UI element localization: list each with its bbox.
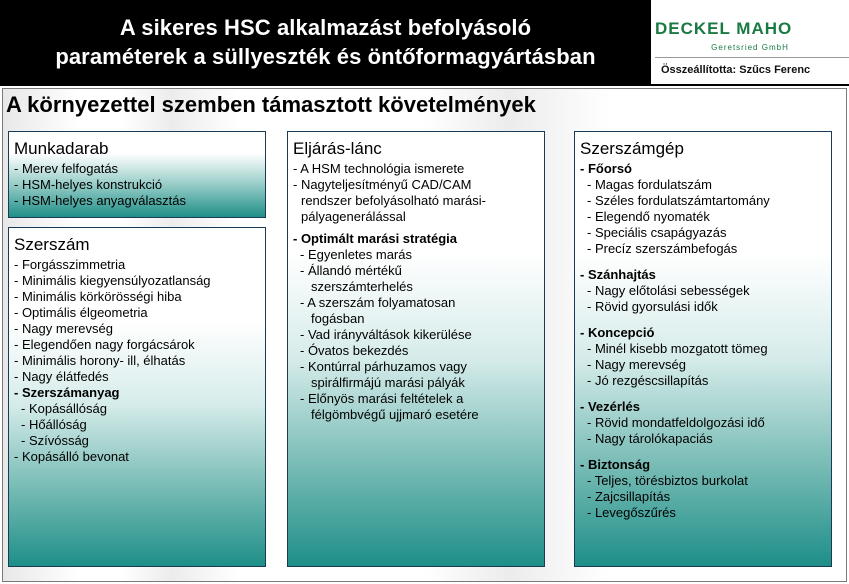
list-item: - A HSM technológia ismerete <box>293 161 465 176</box>
list-item: - Kopásállóság <box>21 401 107 416</box>
header-banner <box>0 0 651 84</box>
list-item: - Minimális horony- ill, élhatás <box>14 353 186 368</box>
list-item: - Nagy élátfedés <box>14 369 109 384</box>
list-item: - Minimális körkörösségi hiba <box>14 289 182 304</box>
list-item: - Nagy tárolókapaciás <box>587 431 713 446</box>
list-item: szerszámterhelés <box>311 279 413 294</box>
list-item: rendszer befolyásolható marási- <box>301 193 486 208</box>
list-item: - Zajcsillapítás <box>587 489 671 504</box>
list-item: - Nagy merevség <box>587 357 686 372</box>
brand-divider <box>655 57 849 58</box>
list-item: - HSM-helyes anyagválasztás <box>14 193 186 208</box>
company-logo: DECKEL MAHO <box>655 19 793 38</box>
list-item: - A szerszám folyamatosan <box>300 295 456 310</box>
list-item: - Széles fordulatszámtartomány <box>587 193 770 208</box>
list-item: - Rövid mondatfeldolgozási idő <box>587 415 765 430</box>
card-szerszam <box>8 227 266 567</box>
list-item: - Optimális élgeometria <box>14 305 148 320</box>
list-item: félgömbvégű ujjmaró esetére <box>311 407 479 422</box>
list-item: - Speciális csapágyazás <box>587 225 727 240</box>
list-subheading: - Optimált marási stratégia <box>293 231 457 246</box>
list-item: - Levegőszűrés <box>587 505 676 520</box>
page-title: A környezettel szemben támasztott követelmények <box>6 92 536 117</box>
list-item: - Óvatos bekezdés <box>300 343 409 358</box>
list-subheading: - Biztonság <box>580 457 651 472</box>
card-title: Eljárás-lánc <box>293 139 382 158</box>
list-item: - Előnyös marási feltételek a <box>300 391 464 406</box>
card-eljaras <box>287 131 545 567</box>
list-item: - Jó rezgéscsillapítás <box>587 373 709 388</box>
list-item: - Egyenletes marás <box>300 247 412 262</box>
list-item: - Kopásálló bevonat <box>14 449 129 464</box>
list-item: pályagenerálással <box>301 209 406 224</box>
list-subheading: - Koncepció <box>580 325 655 340</box>
card-title: Szerszám <box>14 235 90 254</box>
header-separator <box>0 84 849 86</box>
list-item: - Precíz szerszámbefogás <box>587 241 738 256</box>
list-item: - Elegendő nyomaték <box>587 209 710 224</box>
list-item: - Nagyteljesítményű CAD/CAM <box>293 177 472 192</box>
list-item: - Nagy merevség <box>14 321 113 336</box>
company-location: Geretsried GmbH <box>711 43 789 52</box>
list-item: - HSM-helyes konstrukció <box>14 177 163 192</box>
card-munkadarab <box>8 131 266 218</box>
list-item: - Teljes, törésbiztos burkolat <box>587 473 748 488</box>
list-item: - Minél kisebb mozgatott tömeg <box>587 341 768 356</box>
card-szerszamgep <box>574 131 832 567</box>
author-credit: Összeállította: Szűcs Ferenc <box>661 64 811 76</box>
slide-title-line-2: paraméterek a süllyeszték és öntőformagyártásban <box>55 44 596 69</box>
list-item: - Merev felfogatás <box>14 161 119 176</box>
list-item: - Forgásszimmetria <box>14 257 126 272</box>
list-item: - Hőállóság <box>21 417 87 432</box>
list-item: - Minimális kiegyensúlyozatlanság <box>14 273 211 288</box>
list-subheading: - Szerszámanyag <box>14 385 120 400</box>
list-item: - Rövid gyorsulási idők <box>587 299 718 314</box>
slide-title-line-1: A sikeres HSC alkalmazást befolyásoló <box>119 15 532 40</box>
list-item: - Elegendően nagy forgácsárok <box>14 337 195 352</box>
list-subheading: - Vezérlés <box>580 399 640 414</box>
slide-title <box>55 13 595 71</box>
card-title: Szerszámgép <box>580 139 684 158</box>
list-item: spirálfirmájú marási pályák <box>311 375 465 390</box>
list-item: - Állandó mértékű <box>300 263 402 278</box>
list-item: - Szívósság <box>21 433 89 448</box>
list-item: - Magas fordulatszám <box>587 177 712 192</box>
card-title: Munkadarab <box>14 139 109 158</box>
list-item: - Kontúrral párhuzamos vagy <box>300 359 467 374</box>
list-item: fogásban <box>311 311 365 326</box>
list-subheading: - Szánhajtás <box>580 267 656 282</box>
list-item: - Vad irányváltások kikerülése <box>300 327 472 342</box>
brand-box <box>651 0 849 84</box>
list-subheading: - Főorsó <box>580 161 632 176</box>
list-item: - Nagy előtolási sebességek <box>587 283 750 298</box>
